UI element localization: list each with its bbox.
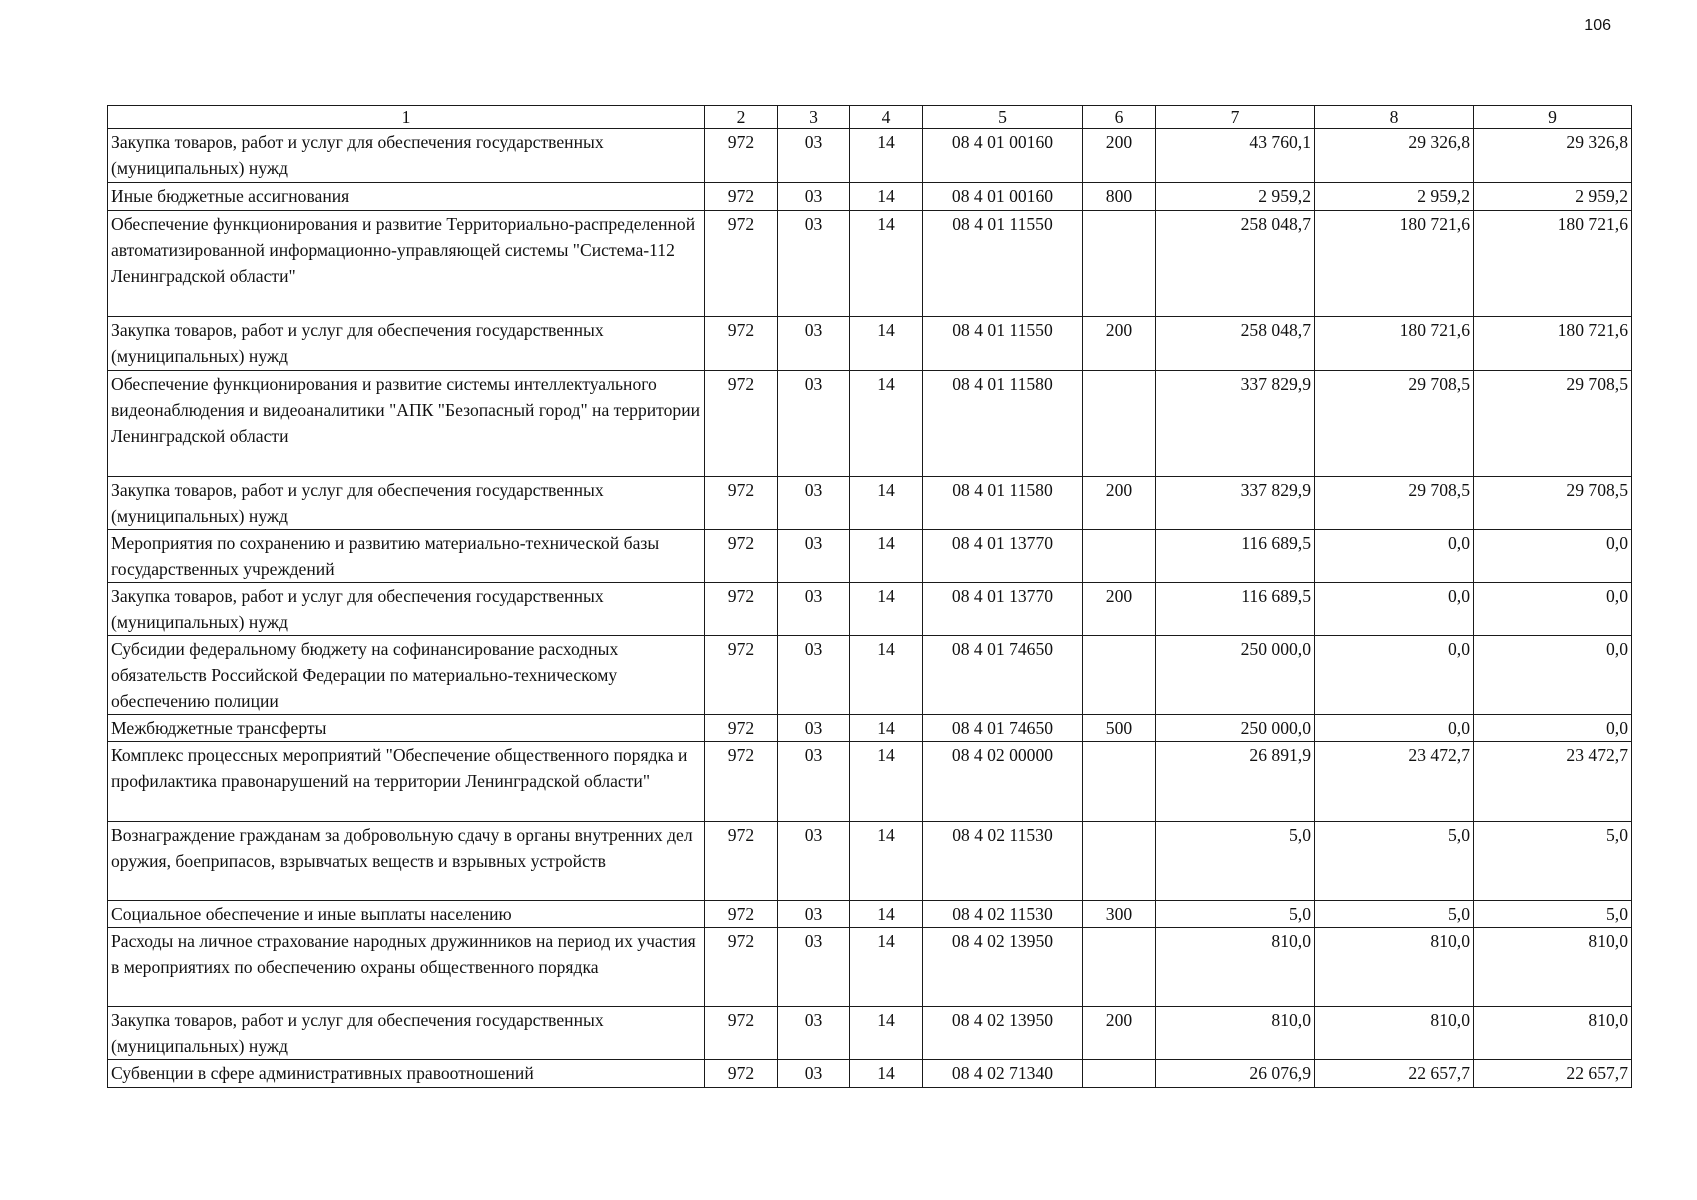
target-article-code: 08 4 02 11530 xyxy=(923,901,1083,928)
ministry-code: 972 xyxy=(705,822,778,901)
amount-col9: 29 708,5 xyxy=(1474,477,1632,530)
amount-col9: 810,0 xyxy=(1474,928,1632,1007)
amount-col7: 43 760,1 xyxy=(1156,129,1315,183)
expense-type-code xyxy=(1083,742,1156,822)
table-row xyxy=(108,1007,1632,1060)
table-row xyxy=(108,1060,1632,1088)
amount-col7: 810,0 xyxy=(1156,1007,1315,1060)
subsection-code: 14 xyxy=(850,317,923,371)
expense-description: Закупка товаров, работ и услуг для обеспечения государственных (муниципальных) нужд xyxy=(108,1007,705,1060)
ministry-code: 972 xyxy=(705,583,778,636)
ministry-code: 972 xyxy=(705,183,778,211)
expense-description: Субсидии федеральному бюджету на софинансирование расходных обязательств Российской Федерации по материально-техническому обеспечению полиции xyxy=(108,636,705,715)
amount-col9: 180 721,6 xyxy=(1474,211,1632,317)
amount-col7: 5,0 xyxy=(1156,822,1315,901)
target-article-code: 08 4 01 74650 xyxy=(923,636,1083,715)
amount-col8: 23 472,7 xyxy=(1315,742,1474,822)
table-row xyxy=(108,742,1632,822)
table-row xyxy=(108,371,1632,477)
section-code: 03 xyxy=(778,583,850,636)
amount-col9: 2 959,2 xyxy=(1474,183,1632,211)
amount-col9: 0,0 xyxy=(1474,530,1632,583)
section-code: 03 xyxy=(778,928,850,1007)
target-article-code: 08 4 02 71340 xyxy=(923,1060,1083,1088)
expense-type-code: 500 xyxy=(1083,715,1156,742)
budget-table xyxy=(107,105,1632,1088)
expense-description: Обеспечение функционирования и развитие Территориально-распределенной автоматизированной информационно-управляющей системы "Система-112 Ленинградской области" xyxy=(108,211,705,317)
target-article-code: 08 4 01 13770 xyxy=(923,583,1083,636)
subsection-code: 14 xyxy=(850,715,923,742)
section-code: 03 xyxy=(778,1060,850,1088)
column-header: 9 xyxy=(1474,106,1632,129)
amount-col7: 810,0 xyxy=(1156,928,1315,1007)
amount-col9: 810,0 xyxy=(1474,1007,1632,1060)
subsection-code: 14 xyxy=(850,583,923,636)
table-row xyxy=(108,636,1632,715)
target-article-code: 08 4 02 00000 xyxy=(923,742,1083,822)
amount-col8: 5,0 xyxy=(1315,901,1474,928)
expense-description: Вознаграждение гражданам за добровольную сдачу в органы внутренних дел оружия, боеприпасов, взрывчатых веществ и взрывных устройств xyxy=(108,822,705,901)
amount-col8: 0,0 xyxy=(1315,636,1474,715)
amount-col7: 250 000,0 xyxy=(1156,715,1315,742)
section-code: 03 xyxy=(778,636,850,715)
amount-col7: 258 048,7 xyxy=(1156,211,1315,317)
table-row xyxy=(108,317,1632,371)
target-article-code: 08 4 02 11530 xyxy=(923,822,1083,901)
table-row xyxy=(108,928,1632,1007)
expense-description: Комплекс процессных мероприятий "Обеспечение общественного порядка и профилактика правонарушений на территории Ленинградской области" xyxy=(108,742,705,822)
amount-col7: 116 689,5 xyxy=(1156,583,1315,636)
amount-col7: 2 959,2 xyxy=(1156,183,1315,211)
ministry-code: 972 xyxy=(705,530,778,583)
expense-description: Закупка товаров, работ и услуг для обеспечения государственных (муниципальных) нужд xyxy=(108,317,705,371)
target-article-code: 08 4 01 74650 xyxy=(923,715,1083,742)
expense-description: Иные бюджетные ассигнования xyxy=(108,183,705,211)
amount-col8: 29 326,8 xyxy=(1315,129,1474,183)
expense-description: Обеспечение функционирования и развитие системы интеллектуального видеонаблюдения и видеоаналитики "АПК "Безопасный город" на территории Ленинградской области xyxy=(108,371,705,477)
expense-description: Закупка товаров, работ и услуг для обеспечения государственных (муниципальных) нужд xyxy=(108,129,705,183)
amount-col9: 180 721,6 xyxy=(1474,317,1632,371)
table-row xyxy=(108,901,1632,928)
expense-type-code xyxy=(1083,1060,1156,1088)
expense-type-code: 200 xyxy=(1083,317,1156,371)
section-code: 03 xyxy=(778,211,850,317)
expense-type-code: 200 xyxy=(1083,1007,1156,1060)
subsection-code: 14 xyxy=(850,129,923,183)
table-row xyxy=(108,211,1632,317)
ministry-code: 972 xyxy=(705,317,778,371)
expense-description: Закупка товаров, работ и услуг для обеспечения государственных (муниципальных) нужд xyxy=(108,477,705,530)
column-header: 3 xyxy=(778,106,850,129)
amount-col7: 258 048,7 xyxy=(1156,317,1315,371)
subsection-code: 14 xyxy=(850,1007,923,1060)
amount-col8: 5,0 xyxy=(1315,822,1474,901)
subsection-code: 14 xyxy=(850,530,923,583)
amount-col7: 26 076,9 xyxy=(1156,1060,1315,1088)
column-number-row xyxy=(108,106,1632,129)
expense-type-code: 300 xyxy=(1083,901,1156,928)
amount-col8: 180 721,6 xyxy=(1315,317,1474,371)
column-header: 5 xyxy=(923,106,1083,129)
section-code: 03 xyxy=(778,317,850,371)
ministry-code: 972 xyxy=(705,129,778,183)
subsection-code: 14 xyxy=(850,636,923,715)
amount-col9: 22 657,7 xyxy=(1474,1060,1632,1088)
amount-col8: 810,0 xyxy=(1315,928,1474,1007)
amount-col7: 5,0 xyxy=(1156,901,1315,928)
ministry-code: 972 xyxy=(705,211,778,317)
amount-col8: 29 708,5 xyxy=(1315,477,1474,530)
section-code: 03 xyxy=(778,129,850,183)
amount-col8: 22 657,7 xyxy=(1315,1060,1474,1088)
target-article-code: 08 4 02 13950 xyxy=(923,928,1083,1007)
ministry-code: 972 xyxy=(705,715,778,742)
section-code: 03 xyxy=(778,371,850,477)
table-row xyxy=(108,477,1632,530)
subsection-code: 14 xyxy=(850,371,923,477)
subsection-code: 14 xyxy=(850,183,923,211)
amount-col8: 180 721,6 xyxy=(1315,211,1474,317)
section-code: 03 xyxy=(778,715,850,742)
expense-description: Закупка товаров, работ и услуг для обеспечения государственных (муниципальных) нужд xyxy=(108,583,705,636)
section-code: 03 xyxy=(778,901,850,928)
amount-col7: 250 000,0 xyxy=(1156,636,1315,715)
amount-col9: 5,0 xyxy=(1474,901,1632,928)
expense-description: Межбюджетные трансферты xyxy=(108,715,705,742)
expense-type-code xyxy=(1083,530,1156,583)
ministry-code: 972 xyxy=(705,1007,778,1060)
section-code: 03 xyxy=(778,1007,850,1060)
amount-col9: 0,0 xyxy=(1474,583,1632,636)
table-row xyxy=(108,129,1632,183)
target-article-code: 08 4 01 11550 xyxy=(923,317,1083,371)
target-article-code: 08 4 01 11580 xyxy=(923,371,1083,477)
ministry-code: 972 xyxy=(705,901,778,928)
amount-col8: 2 959,2 xyxy=(1315,183,1474,211)
table-row xyxy=(108,715,1632,742)
section-code: 03 xyxy=(778,822,850,901)
target-article-code: 08 4 01 00160 xyxy=(923,129,1083,183)
subsection-code: 14 xyxy=(850,901,923,928)
subsection-code: 14 xyxy=(850,1060,923,1088)
expense-type-code xyxy=(1083,636,1156,715)
target-article-code: 08 4 01 00160 xyxy=(923,183,1083,211)
amount-col7: 337 829,9 xyxy=(1156,371,1315,477)
expense-type-code: 200 xyxy=(1083,477,1156,530)
ministry-code: 972 xyxy=(705,477,778,530)
table-row xyxy=(108,183,1632,211)
expense-type-code xyxy=(1083,211,1156,317)
expense-description: Расходы на личное страхование народных дружинников на период их участия в мероприятиях по обеспечению охраны общественного порядка xyxy=(108,928,705,1007)
amount-col8: 0,0 xyxy=(1315,530,1474,583)
amount-col9: 29 326,8 xyxy=(1474,129,1632,183)
ministry-code: 972 xyxy=(705,1060,778,1088)
table-row xyxy=(108,530,1632,583)
column-header: 2 xyxy=(705,106,778,129)
column-header: 1 xyxy=(108,106,705,129)
expense-type-code: 800 xyxy=(1083,183,1156,211)
section-code: 03 xyxy=(778,183,850,211)
amount-col8: 0,0 xyxy=(1315,583,1474,636)
ministry-code: 972 xyxy=(705,636,778,715)
section-code: 03 xyxy=(778,477,850,530)
amount-col9: 29 708,5 xyxy=(1474,371,1632,477)
amount-col9: 23 472,7 xyxy=(1474,742,1632,822)
table-row xyxy=(108,583,1632,636)
ministry-code: 972 xyxy=(705,742,778,822)
expense-type-code xyxy=(1083,822,1156,901)
expense-type-code xyxy=(1083,928,1156,1007)
table-row xyxy=(108,822,1632,901)
subsection-code: 14 xyxy=(850,477,923,530)
target-article-code: 08 4 01 11580 xyxy=(923,477,1083,530)
ministry-code: 972 xyxy=(705,928,778,1007)
column-header: 6 xyxy=(1083,106,1156,129)
amount-col9: 0,0 xyxy=(1474,636,1632,715)
subsection-code: 14 xyxy=(850,211,923,317)
amount-col7: 116 689,5 xyxy=(1156,530,1315,583)
expense-type-code: 200 xyxy=(1083,583,1156,636)
column-header: 4 xyxy=(850,106,923,129)
target-article-code: 08 4 01 13770 xyxy=(923,530,1083,583)
section-code: 03 xyxy=(778,530,850,583)
expense-description: Социальное обеспечение и иные выплаты населению xyxy=(108,901,705,928)
amount-col7: 26 891,9 xyxy=(1156,742,1315,822)
amount-col8: 29 708,5 xyxy=(1315,371,1474,477)
subsection-code: 14 xyxy=(850,822,923,901)
amount-col9: 0,0 xyxy=(1474,715,1632,742)
page-number: 106 xyxy=(1584,17,1611,34)
subsection-code: 14 xyxy=(850,928,923,1007)
expense-type-code: 200 xyxy=(1083,129,1156,183)
section-code: 03 xyxy=(778,742,850,822)
target-article-code: 08 4 02 13950 xyxy=(923,1007,1083,1060)
expense-type-code xyxy=(1083,371,1156,477)
column-header: 7 xyxy=(1156,106,1315,129)
expense-description: Субвенции в сфере административных правоотношений xyxy=(108,1060,705,1088)
amount-col7: 337 829,9 xyxy=(1156,477,1315,530)
ministry-code: 972 xyxy=(705,371,778,477)
expense-description: Мероприятия по сохранению и развитию материально-технической базы государственных учреждений xyxy=(108,530,705,583)
subsection-code: 14 xyxy=(850,742,923,822)
column-header: 8 xyxy=(1315,106,1474,129)
target-article-code: 08 4 01 11550 xyxy=(923,211,1083,317)
amount-col8: 0,0 xyxy=(1315,715,1474,742)
amount-col8: 810,0 xyxy=(1315,1007,1474,1060)
amount-col9: 5,0 xyxy=(1474,822,1632,901)
